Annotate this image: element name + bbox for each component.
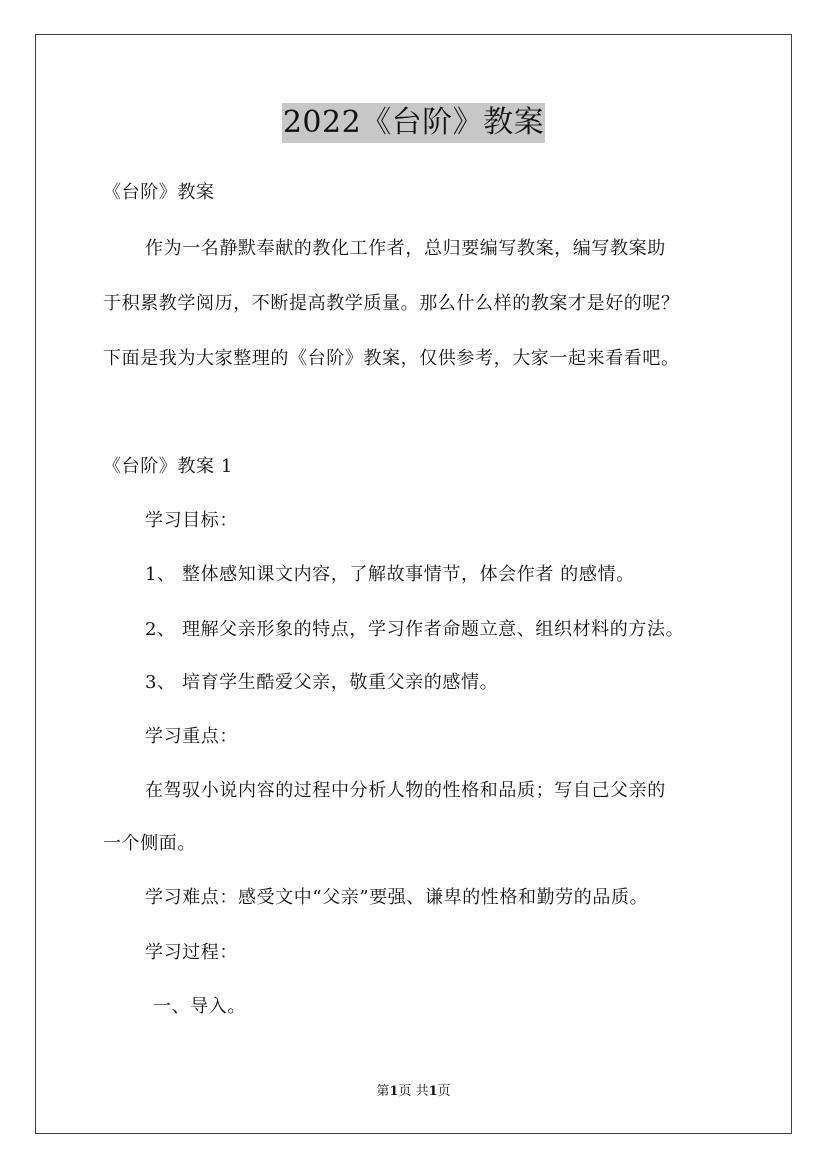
paragraph-line: 学习重点：: [145, 726, 238, 747]
paragraph-line: 作为一名静默奉献的教化工作者，总归要编写教案，编写教案助: [145, 238, 666, 259]
section-heading: 《台阶》教案: [103, 182, 215, 203]
list-item: 2、 理解父亲形象的特点，学习作者命题立意、组织材料的方法。: [145, 619, 685, 640]
footer-page-unit: 页: [398, 1084, 412, 1099]
footer-page-prefix: 第: [376, 1084, 390, 1099]
list-item: 1、 整体感知课文内容，了解故事情节，体会作者 的感情。: [145, 564, 635, 585]
list-item: 3、 培育学生酷爱父亲，敬重父亲的感情。: [145, 672, 499, 693]
section-heading: 《台阶》教案 1: [103, 456, 233, 477]
document-title: 2022《台阶》教案: [282, 103, 545, 143]
footer-page-number: 1: [389, 1084, 399, 1099]
footer-total-unit: 页: [437, 1084, 451, 1099]
title-container: [0, 103, 827, 143]
paragraph-line: 学习过程：: [145, 942, 238, 963]
page-footer: [0, 1083, 827, 1101]
paragraph-line: 在驾驭小说内容的过程中分析人物的性格和品质；写自己父亲的: [145, 780, 666, 801]
paragraph-line: 于积累教学阅历，不断提高教学质量。那么什么样的教案才是好的呢？: [103, 293, 680, 314]
paragraph-line: 一个侧面。: [103, 833, 196, 854]
footer-total-prefix: 共: [415, 1084, 429, 1099]
paragraph-line: 下面是我为大家整理的《台阶》教案，仅供参考，大家一起来看看吧。: [103, 348, 680, 369]
paragraph-line: 一、导入。: [153, 996, 246, 1017]
paragraph-line: 学习目标：: [145, 510, 238, 531]
paragraph-line: 学习难点：感受文中“父亲”要强、谦卑的性格和勤劳的品质。: [145, 887, 649, 908]
footer-total-pages: 1: [428, 1084, 438, 1099]
